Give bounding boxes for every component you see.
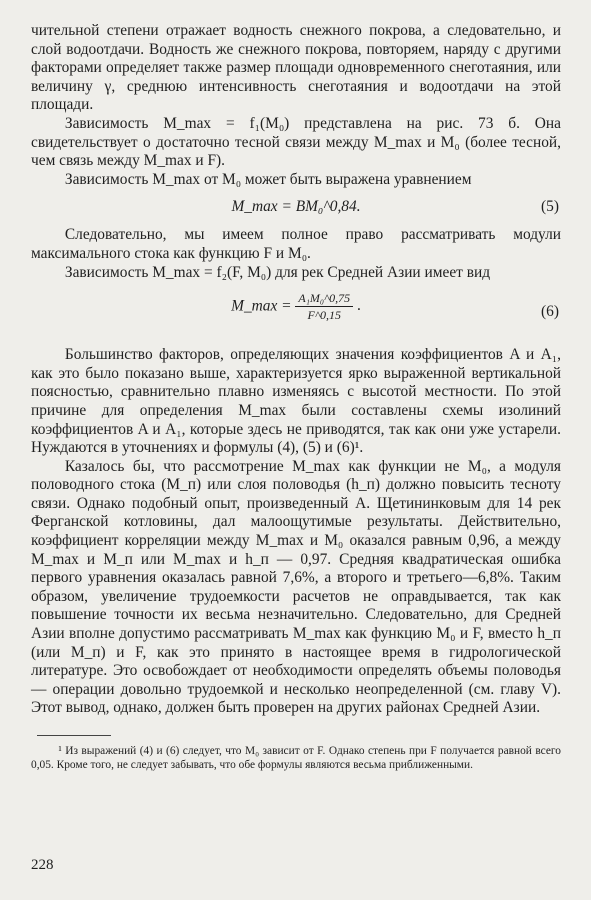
paragraph-3: Зависимость M_max от M₀ может быть выражена уравнением	[64, 170, 472, 188]
equation-6-number: (6)	[541, 303, 559, 321]
equation-6-tail: .	[356, 297, 361, 315]
footnote-divider	[37, 735, 111, 736]
paragraph-1: чительной степени отражает водность снежного покрова, а следовательно, и слой водоотдачи. Водность же снежного покрова, повторяем, наряду с другими факторами определяет также размер площади одновременного снеготаяния, или величину γ, среднюю интенсивность снеготаяния и водоотдачи на этой площади.	[31, 22, 561, 114]
paragraph-2: Зависимость M_max = f₁(M₀) представлена на рис. 73 б. Она свидетельствует о достаточно тесной связи между M_max и M₀ (более тесной, чем связь между M_max и F).	[31, 114, 561, 170]
equation-6-lhs: M_max =	[231, 297, 292, 315]
equation-5-number: (5)	[541, 198, 559, 216]
page-number: 228	[31, 857, 54, 873]
paragraph-5: Зависимость M_max = f₂(F, M₀) для рек Средней Азии имеет вид	[64, 263, 491, 281]
equation-6-fraction	[295, 290, 353, 323]
equation-6	[31, 290, 561, 334]
paragraph-4: Следовательно, мы имеем полное право рассматривать модули максимального стока как функцию F и M₀.	[31, 226, 561, 262]
equation-5-formula: M_max = BM₀^0,84.	[231, 198, 361, 216]
paragraph-6: Большинство факторов, определяющих значения коэффициентов A и A₁, как это было показано выше, характеризуется ярко выраженной вертикальной поясностью, сравнительно плавно изменяясь с высотой местности. По этой причине для определения M_max были составлены схемы изолиний коэффициентов A и A₁, которые здесь не приводятся, так как они уже устарели. Нуждаются в уточнениях и формулы (4), (5) и (6)¹.	[31, 346, 561, 457]
footnote-text: ¹ Из выражений (4) и (6) следует, что M₀ зависит от F. Однако степень при F получается равной всего 0,05. Кроме того, не следует забывать, что обе формулы являются весьма приближенными.	[31, 745, 561, 772]
equation-6-numerator: A₁M₀^0,75	[295, 290, 353, 307]
equation-6-denominator: F^0,15	[307, 308, 341, 323]
footnote	[31, 744, 561, 772]
paragraph-7: Казалось бы, что рассмотрение M_max как функции не M₀, а модуля половодного стока (M_п) или слоя половодья (h_п) должно повысить тесноту связи. Однако подобный опыт, произведенный А. Щетининковым для 14 рек Ферганской котловины, дал малоощутимые результаты. Действительно, коэффициент корреляции между M_max и M₀ оказался равным 0,96, а между M_max и M_п или M_max и h_п — 0,97. Средняя квадратическая ошибка первого уравнения оказалась равной 7,6%, а второго и третьего—6,8%. Таким образом, увеличение трудоемкости расчетов не оправдывается, так как повышение точности их весьма незначительно. Следовательно, для Средней Азии вполне допустимо рассматривать M_max как функцию M₀ и F, вместо h_п (или M_п) и F, как это принято в настоящее время в гидрологической литературе. Это освобождает от необходимости определять объемы половодья — операции довольно трудоемкой и несколько неопределенной (см. главу V). Этот вывод, однако, должен быть проверен на других районах Средней Азии.	[31, 457, 561, 717]
equation-5	[31, 195, 561, 219]
body-text	[31, 22, 561, 718]
